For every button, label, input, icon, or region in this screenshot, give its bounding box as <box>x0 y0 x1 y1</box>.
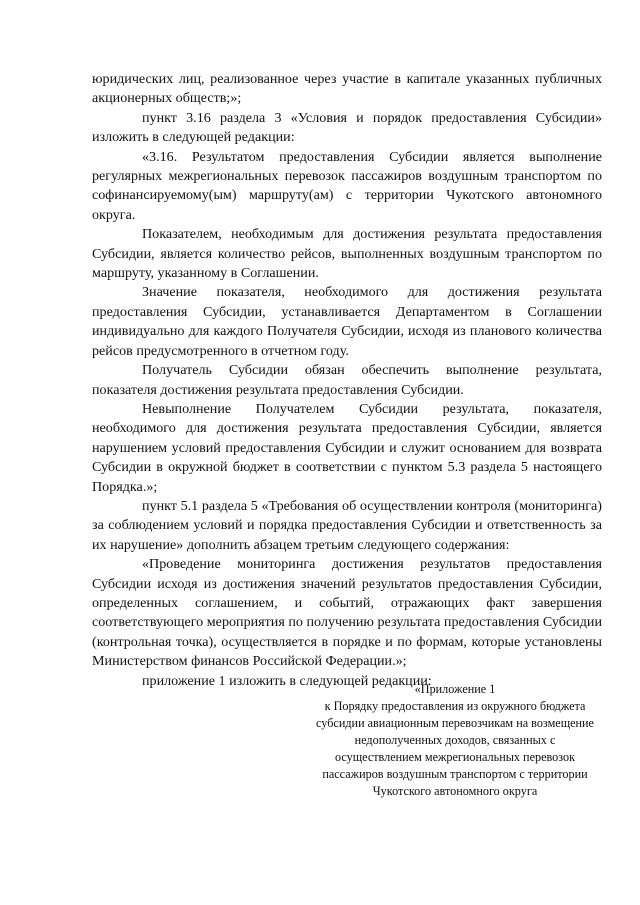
paragraph: приложение 1 изложить в следующей редакции: <box>142 672 432 689</box>
document-body <box>92 70 602 691</box>
appendix-line: к Порядку предоставления из окружного бюджета <box>324 699 586 713</box>
paragraph: «3.16. Результатом предоставления Субсидии является выполнение регулярных межрегиональных перевозок пассажиров воздушным транспортом по софинансируемому(ым) маршруту(ам) с территории Чукотского автономного округа. <box>92 148 602 223</box>
paragraph: «Проведение мониторинга достижения результатов предоставления Субсидии исходя из достижения значений результатов предоставления Субсидии, определенных соглашением, и событий, отражающих факт завершения соответствующего мероприятия по получению результата предоставления Субсидии (контрольная точка), осуществляется в порядке и по формам, которые установлены Министерством финансов Российской Федерации.»; <box>92 556 602 670</box>
appendix-line: «Приложение 1 <box>414 682 496 696</box>
paragraph: Значение показателя, необходимого для достижения результата предоставления Субсидии, устанавливается Департаментом в Соглашении индивидуально для каждого Получателя Субсидии, исходя из планового количества рейсов предусмотренного в отчетном году. <box>92 284 602 359</box>
paragraph: Показателем, необходимым для достижения результата предоставления Субсидии, является количество рейсов, выполненных воздушным транспортом по маршруту, указанному в Соглашении. <box>92 226 602 282</box>
paragraph: пункт 3.16 раздела 3 «Условия и порядок предоставления Субсидии» изложить в следующей редакции: <box>92 109 602 146</box>
appendix-line: субсидии авиационным перевозчикам на возмещение <box>316 716 594 730</box>
appendix-line: осуществлением межрегиональных перевозок <box>334 750 576 764</box>
appendix-line: пассажиров воздушным транспортом с территории <box>322 767 588 781</box>
paragraph: Получатель Субсидии обязан обеспечить выполнение результата, показателя достижения результата предоставления Субсидии. <box>92 362 602 398</box>
appendix-line: Чукотского автономного округа <box>372 784 538 798</box>
appendix-header <box>300 681 610 800</box>
paragraph: Невыполнение Получателем Субсидии результата, показателя, необходимого для достижения результата предоставления Субсидии, является нарушением условий предоставления Субсидии и служит основанием для возврата Субсидии в окружной бюджет в соответствии с пунктом 5.3 раздела 5 настоящего Порядка.»; <box>92 400 602 495</box>
paragraph: пункт 5.1 раздела 5 «Требования об осуществлении контроля (мониторинга) за соблюдением условий и порядка предоставления Субсидии и ответственность за их нарушение» дополнить абзацем третьим следующего содержания: <box>92 497 602 553</box>
appendix-line: недополученных доходов, связанных с <box>354 733 556 747</box>
paragraph: юридических лиц, реализованное через участие в капитале указанных публичных акционерных обществ;»; <box>92 71 602 107</box>
